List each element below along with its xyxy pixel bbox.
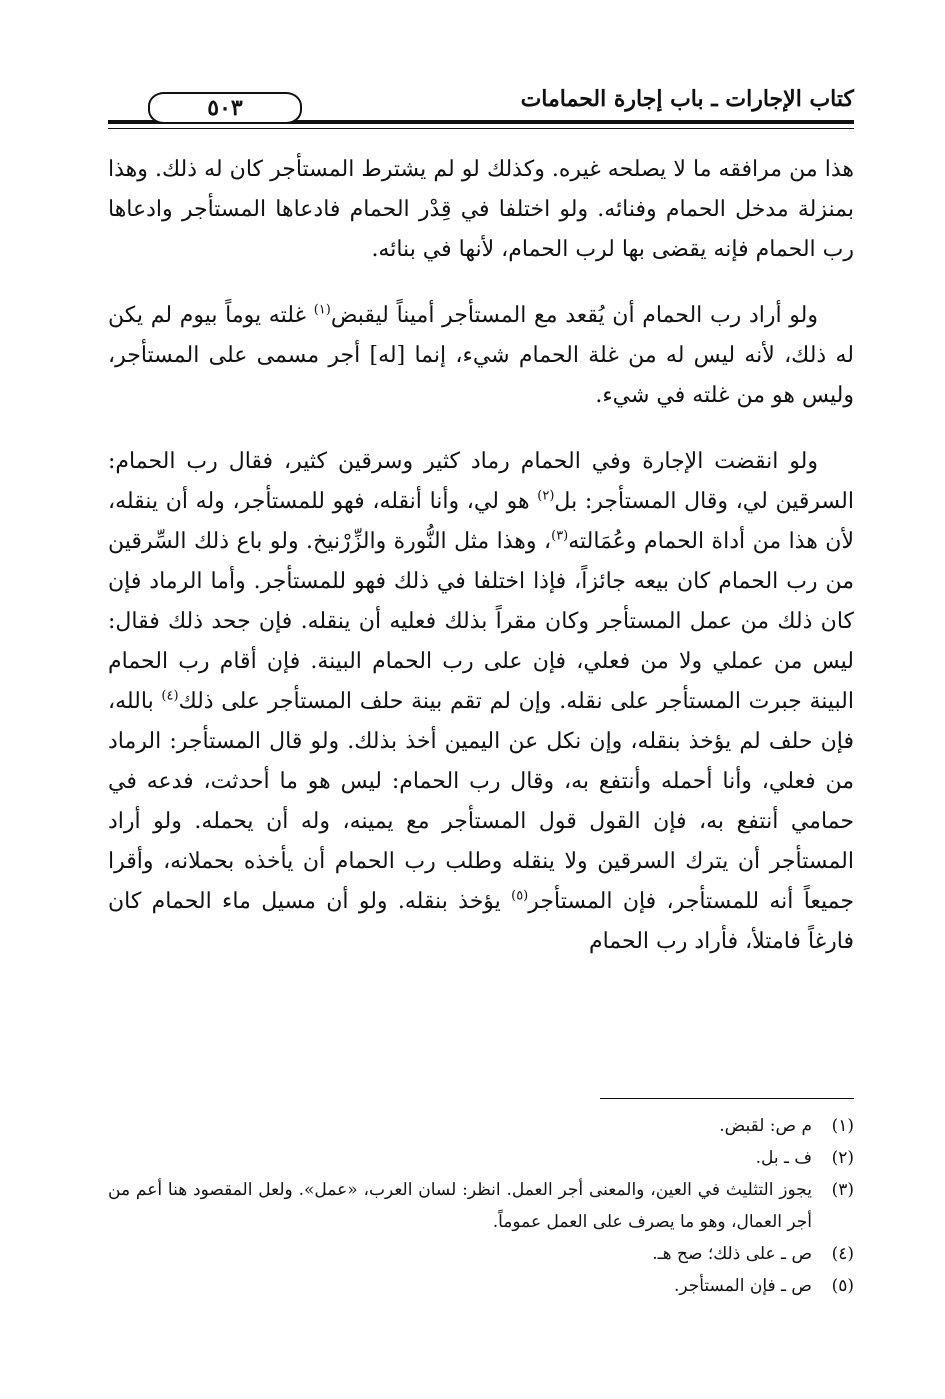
footnote-number: (١) [831, 1116, 854, 1136]
main-text [108, 150, 854, 988]
footnote-number: (٢) [831, 1148, 854, 1168]
footnote-number: (٥) [831, 1276, 854, 1296]
paragraph-3: ولو انقضت الإجارة وفي الحمام رماد كثير وسرقين كثير، فقال رب الحمام: السرقين لي، وقال المستأجر: بل$^{(٢)}$ هو لي، وأنا أنقله، فهو للمستأجر، وله أن ينقله، لأن هذا من أداة الحمام وعُمَالته$^{(٣)}$، وهذا مثل النُّورة والزِّرْنيخ. ولو باع ذلك السِّرقين من رب الحمام كان بيعه جائزاً، فإذا اختلفا في ذلك فهو للمستأجر. وأما الرماد فإن كان ذلك من عمل المستأجر وكان مقراً بذلك فعليه أن ينقله. فإن جحد ذلك فقال: ليس من عملي ولا من فعلي، فإن على رب الحمام البينة. فإن أقام رب الحمام البينة جبرت المستأجر على نقله. وإن لم تقم بينة حلف المستأجر على ذلك$^{(٤)}$ بالله، فإن حلف لم يؤخذ بنقله، وإن نكل عن اليمين أخذ بذلك. ولو قال المستأجر: الرماد من فعلي، وأنا أحمله وأنتفع به، وقال رب الحمام: ليس هو ما أحدثت، فدعه في حمامي أنتفع به، فإن القول قول المستأجر مع يمينه، وله أن يحمله. ولو أراد المستأجر أن يترك السرقين ولا ينقله وطلب رب الحمام أن يأخذه بحملانه، وأقرا جميعاً أنه للمستأجر، فإن المستأجر$^{(٥)}$ يؤخذ بنقله. ولو أن مسيل ماء الحمام كان فارغاً فامتلأ، فأراد رب الحمام [108, 449, 854, 954]
footnote-divider [600, 1098, 854, 1099]
footnote [108, 1110, 854, 1142]
footnote-marker-5: (٥) [511, 888, 529, 904]
header-rule-thin [108, 128, 854, 129]
footnote-marker-3: (٣) [551, 528, 569, 544]
footnote [108, 1174, 854, 1238]
footnotes [108, 1110, 854, 1302]
running-title: كتاب الإجارات ـ باب إجارة الحمامات [520, 86, 854, 112]
footnote-text: ف ـ بل. [755, 1148, 812, 1168]
footnote-number: (٣) [831, 1180, 854, 1200]
page-number: ٥٠٣ [148, 92, 302, 124]
footnote-text: يجوز التثليث في العين، والمعنى أجر العمل. انظر: لسان العرب، «عمل». ولعل المقصود هنا أعم من أجر العمال، وهو ما يصرف على العمل عموماً. [108, 1180, 812, 1232]
footnote [108, 1238, 854, 1270]
footnote-number: (٤) [831, 1244, 854, 1264]
footnote-marker-1: (١) [313, 302, 331, 318]
footnote-text: ص ـ فإن المستأجر. [673, 1276, 812, 1296]
footnote [108, 1142, 854, 1174]
footnote-text: ص ـ على ذلك؛ صح هـ. [652, 1244, 812, 1264]
paragraph-1: هذا من مرافقه ما لا يصلحه غيره. وكذلك لو لم يشترط المستأجر كان له ذلك. وهذا بمنزلة مدخل الحمام وفنائه. ولو اختلفا في قِدْر الحمام فادعاها المستأجر وادعاها رب الحمام فإنه يقضى بها لرب الحمام، لأنها في بنائه. [108, 157, 854, 262]
paragraph-2: ولو أراد رب الحمام أن يُقعد مع المستأجر أميناً ليقبض$^{(١)}$ غلته يوماً بيوم لم يكن له ذلك، لأنه ليس له من غلة الحمام شيء، إنما [له] أجر مسمى على المستأجر، وليس هو من غلته في شيء. [108, 302, 854, 408]
footnote-marker-4: (٤) [161, 688, 179, 704]
footnote [108, 1270, 854, 1302]
footnote-text: م ص: لقبض. [719, 1116, 812, 1136]
page-header [108, 78, 854, 134]
footnote-marker-2: (٢) [537, 488, 555, 504]
